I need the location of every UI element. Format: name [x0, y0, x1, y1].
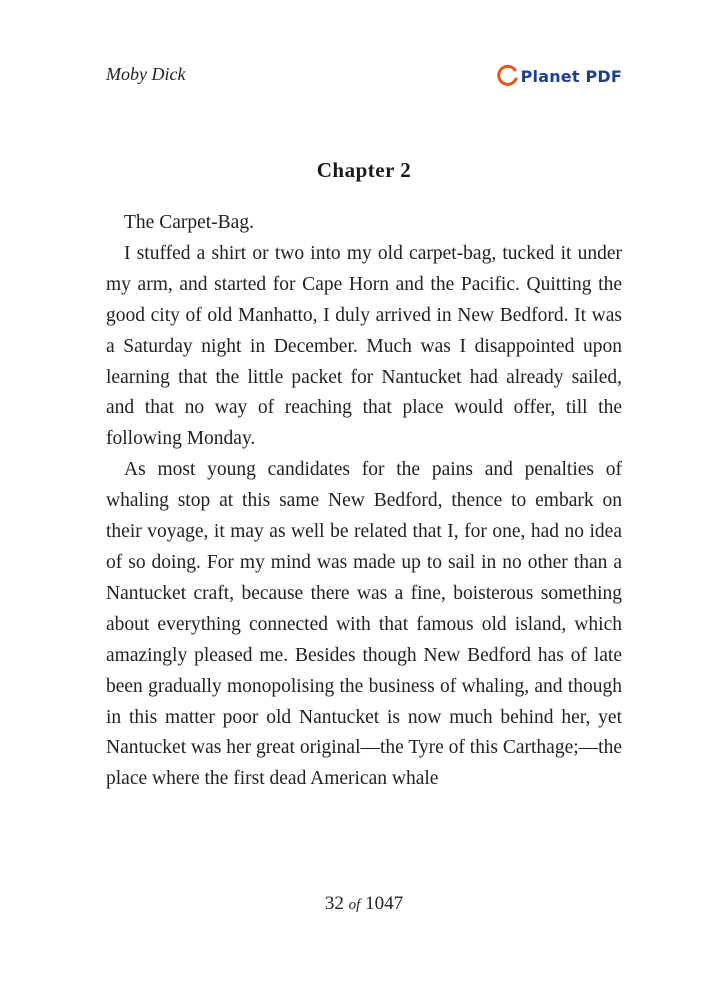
chapter-title: Chapter 2 [316, 158, 412, 182]
planet-pdf-logo-icon [497, 65, 519, 87]
chapter-body [106, 208, 622, 795]
page-header [106, 62, 622, 92]
page-of-label: of [348, 897, 361, 913]
page-number [0, 893, 728, 915]
planet-pdf-logo [497, 62, 622, 90]
logo-text: Planet PDF [520, 66, 622, 86]
page-total: 1047 [365, 893, 404, 914]
paragraph: As most young candidates for the pains and penalties of whaling stop at this same New Bedford, thence to embark on their voyage, it may as well be related that I, for one, had no idea of so doing. For my mind was made up to sail in no other than a Nantucket craft, because there was a fine, boisterous something about everything connected with that famous old island, which amazingly pleased me. Besides though New Bedford has of late been gradually monopolising the business of whaling, and though in this matter poor old Nantucket is now much behind her, yet Nantucket was her great original—the Tyre of this Carthage;—the place where the first dead American whale [106, 459, 622, 790]
book-title: Moby Dick [106, 64, 186, 84]
page-current: 32 [324, 893, 344, 914]
paragraph-subtitle: The Carpet-Bag. [124, 212, 254, 233]
paragraph: I stuffed a shirt or two into my old carpet-bag, tucked it under my arm, and started for Cape Horn and the Pacific. Quitting the good city of old Manhatto, I duly arrived in New Bedford. It was a Saturday night in December. Much was I disappointed upon learning that the little packet for Nantucket had already sailed, and that no way of reaching that place would offer, till the following Monday. [106, 242, 622, 450]
